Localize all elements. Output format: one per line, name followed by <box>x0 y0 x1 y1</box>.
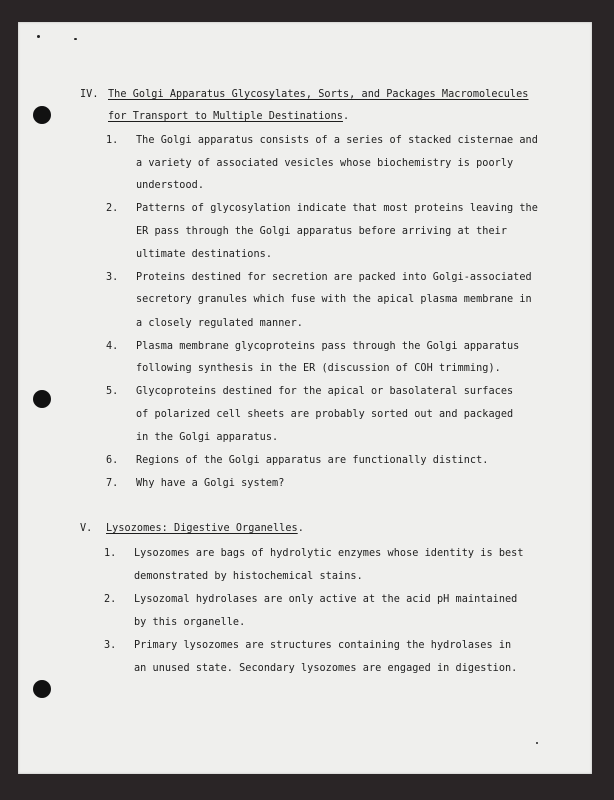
item-number: 1. <box>104 548 117 559</box>
punch-hole <box>33 106 51 124</box>
punch-hole <box>33 680 51 698</box>
item-text-line: secretory granules which fuse with the apical plasma membrane in <box>136 294 532 305</box>
item-text-line: of polarized cell sheets are probably sorted out and packaged <box>136 409 514 420</box>
section-heading-line <box>108 89 528 100</box>
paper-speck <box>37 35 40 38</box>
item-number: 2. <box>104 594 117 605</box>
section-heading-line <box>108 111 349 122</box>
item-text-line: Lysozomal hydrolases are only active at the acid pH maintained <box>134 594 518 605</box>
item-text-line: The Golgi apparatus consists of a series of stacked cisternae and <box>136 135 538 146</box>
item-text-line: ER pass through the Golgi apparatus before arriving at their <box>136 226 508 237</box>
section-heading-text: The Golgi Apparatus Glycosylates, Sorts, and Packages Macromolecules <box>108 89 529 100</box>
item-number: 4. <box>106 341 119 352</box>
heading-period: . <box>342 111 350 122</box>
item-number: 7. <box>106 478 119 489</box>
item-text-line: Proteins destined for secretion are packed into Golgi-associated <box>136 272 532 283</box>
item-number: 3. <box>104 640 117 651</box>
item-text-line: following synthesis in the ER (discussion of COH trimming). <box>136 363 501 374</box>
item-text-line: by this organelle. <box>134 617 246 628</box>
item-text-line: Plasma membrane glycoproteins pass through the Golgi apparatus <box>136 341 520 352</box>
item-text-line: in the Golgi apparatus. <box>136 432 279 443</box>
item-text-line: Glycoproteins destined for the apical or basolateral surfaces <box>136 386 514 397</box>
item-text-line: demonstrated by histochemical stains. <box>134 571 363 582</box>
item-number: 1. <box>106 135 119 146</box>
section-heading-text: for Transport to Multiple Destinations <box>108 111 343 122</box>
section-numeral: V. <box>80 523 93 534</box>
item-text-line: Primary lysozomes are structures containing the hydrolases in <box>134 640 512 651</box>
section-numeral: IV. <box>80 89 99 100</box>
item-text-line: an unused state. Secondary lysozomes are engaged in digestion. <box>134 663 518 674</box>
section-heading-line <box>106 523 304 534</box>
heading-period: . <box>297 523 304 534</box>
item-text-line: Patterns of glycosylation indicate that most proteins leaving the <box>136 203 538 214</box>
paper-speck <box>74 38 77 40</box>
punch-hole <box>33 390 51 408</box>
item-text-line: a closely regulated manner. <box>136 318 303 329</box>
item-number: 2. <box>106 203 119 214</box>
item-number: 6. <box>106 455 119 466</box>
section-heading-text: Lysozomes: Digestive Organelles <box>106 523 298 534</box>
item-number: 5. <box>106 386 119 397</box>
item-text-line: Lysozomes are bags of hydrolytic enzymes whose identity is best <box>134 548 524 559</box>
paper-speck <box>536 742 538 744</box>
item-text-line: ultimate destinations. <box>136 249 273 260</box>
item-text-line: Regions of the Golgi apparatus are functionally distinct. <box>136 455 489 466</box>
item-text-line: a variety of associated vesicles whose biochemistry is poorly <box>136 158 514 169</box>
item-text-line: Why have a Golgi system? <box>136 478 285 489</box>
item-text-line: understood. <box>136 180 205 191</box>
item-number: 3. <box>106 272 119 283</box>
